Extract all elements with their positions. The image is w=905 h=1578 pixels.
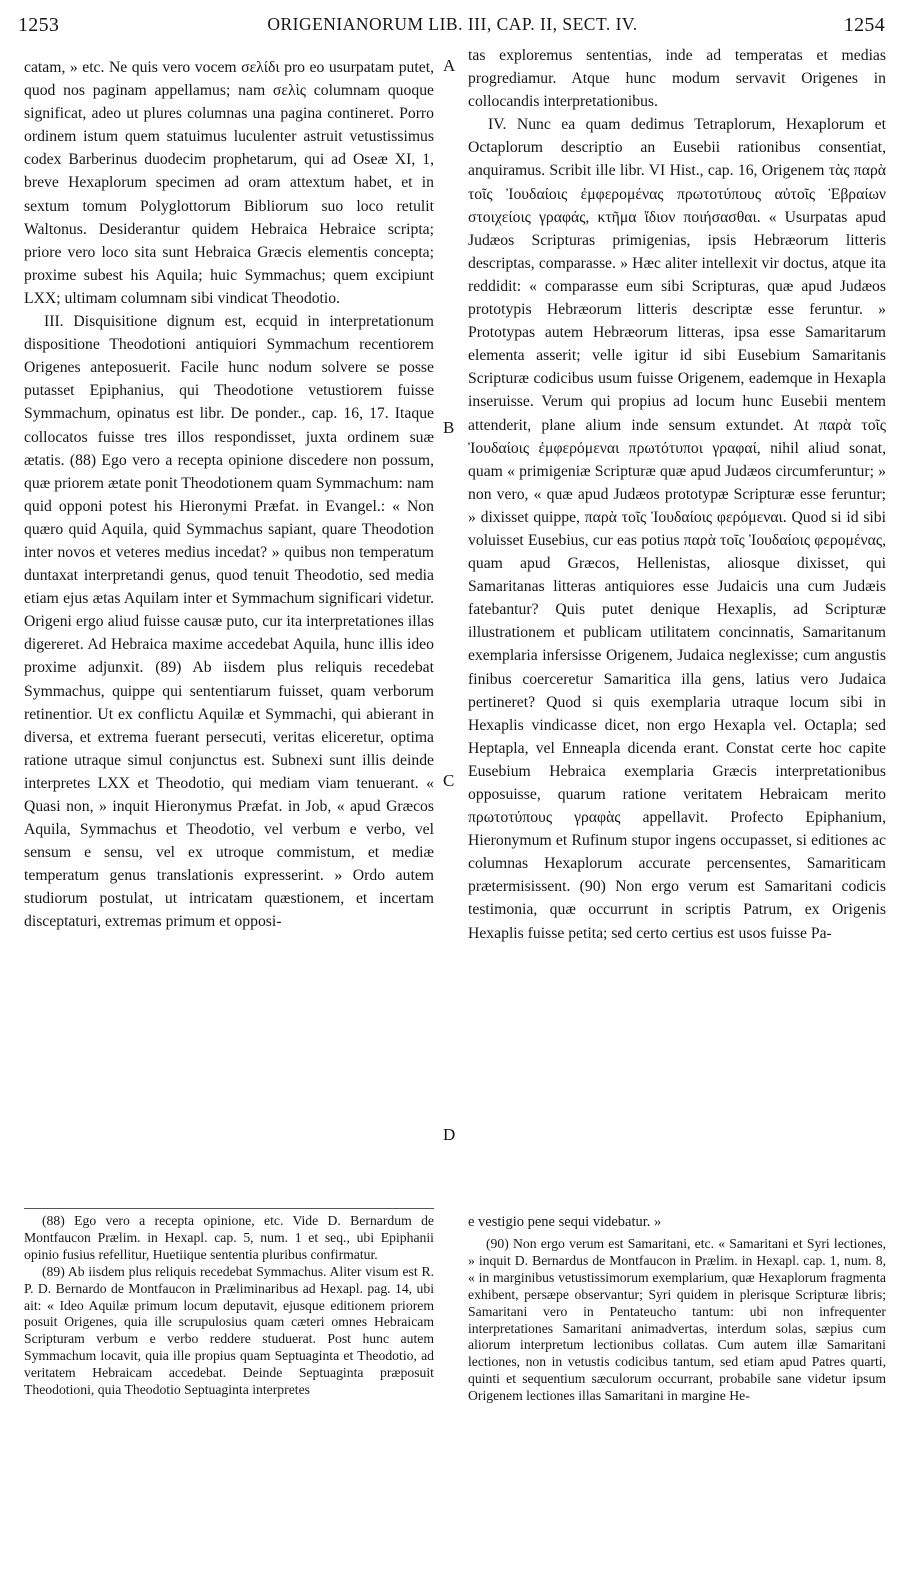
footnote-88: (88) Ego vero a recepta opinione, etc. Vide D. Bernardum de Montfaucon Prælim. in Hexapl. cap. 5, num. 1 et seq., ubi Epiphanii opinio fusius refellitur, Huetiique sententia pluribus confirmatur. — [24, 1213, 434, 1262]
left-paragraph-2: III. Disquisitione dignum est, ecquid in interpretationum dispositione Theodotioni antiquiori Symmachum recentiorem Origenes anteposuerit. Facile hunc nodum solvere se posse putasset Epiphanius, qui Theodotione vetustiorem fuisse Symmachum, opinatus est libr. De ponder., cap. 16, 17. Itaque collocatos fuisse tres illos respondisset, juxta ordinem suæ ætatis. (88) Ego vero a recepta opinione discedere non possum, quæ priorem ætate ponit Theodotionem quam Symmachum: nam quid opponi potest his Hieronymi Præfat. in Evangel.: « Non quæro quid Aquila, quid Symmachus sapiant, quare Theodotion inter novos et veteres medius incedat? » quibus non temperatum duntaxat interpretandi genus, quod tenuit Theodotio, sed media etiam ejus ætas Aquilam inter et Symmachum significari videtur. Origeni ergo aliud fuisse causæ puto, cur ita interpretationes illas digereret. Ad Hebraica maxime accedebat Aquila, hunc illis ideo proxime adjunxit. (89) Ab iisdem plus reliquis recedebat Symmachus, quippe qui sententiarum fuisset, quam verborum retinentior. Ut ex conflictu Aquilæ et Symmachi, qui abierant in diversa, et extrema fuerant persecuti, veritas eliceretur, optima ratione utraque simul conjunctus est. Subnexi sunt illis deinde interpretes LXX et Theodotio, qui mediam viam tenuerant. « Quasi non, » inquit Hieronymus Præfat. in Job, « apud Græcos Aquila, Symmachus et Theodotio, vel verbum e verbo, vel sensum e sensu, vel ex utroque commistum, et mediæ temperatum genus translationis expresserint. » Ordo autem studiorum postulat, ut intricatam quæstionem, et incertam disceptaturi, extremas primum et opposi- — [24, 313, 434, 931]
running-head-title: ORIGENIANORUM LIB. III, CAP. II, SECT. IV. — [267, 14, 638, 34]
footnote-divider — [24, 1208, 434, 1209]
right-text-column — [468, 44, 886, 945]
right-paragraph-2: IV. Nunc ea quam dedimus Tetraplorum, Hexaplorum et Octaplorum descriptio an Eusebii rationibus consentiat, anquiramus. Scribit ille libr. VI Hist., cap. 16, Origenem τὰς παρὰ τοῖς Ἰουδαίοις ἐμφερομένας πρωτοτύπους αὐτοῖς Ἑβραίων στοιχείοις γραφάς, κτῆμα ἴδιον ποιήσασθαι. « Usurpatas apud Judæos Scripturas primigenias, ipsis Hebræorum litteris descriptas, comparasse. » Hæc aliter intellexit vir doctus, atque ita reddidit: « comparasse eum sibi Scripturas, quæ apud Judæos prototypis Hebræorum litteris descriptæ esse feruntur. » Prototypas autem Hebræorum litteras, ipsa esse Samaritarum elementa asserit; velle igitur id sibi Eusebium Samaritanis Scripturæ codicibus usum fuisse Origenem, eademque in Hexapla inseruisse. Verum qui propius ad locum hunc Eusebii mentem attenderit, plane alium inde sensum extundet. At παρὰ τοῖς Ἰουδαίοις ἐμφερόμεναι πρωτότυποι γραφαί, nihil aliud sonat, quam « primigeniæ Scripturæ quæ apud Judæos circumferuntur; » non vero, « quæ apud Judæos prototypæ Scripturæ esse feruntur; » dixisset quippe, παρὰ τοῖς Ἰουδαίοις φερόμεναι. Quod si id sibi voluisset Eusebius, cur eas potius παρὰ τοῖς Ἰουδαίοις φερομένας, quam apud Græcos, Hellenistas, aliosque dixisset, qui Samaritanas litteras antiquiores esse Judaicis una cum Judæis fatebantur? Quis putet denique Hexaplis, ad Scripturæ illustrationem et publicam utilitatem concinnatis, Samaritanum exemplaria infersisse Origenem, Judaica neglexisse; cum angustis finibus coerceretur Samaritica illa gens, latius vero Judaica pertineret? Quod si quis exemplaria utraque locum sibi in Hexaplis vindicasse dicet, non ergo Hexapla vel. Octapla; sed Heptapla, vel Enneapla dicenda erant. Constat certe hoc capite Eusebium Hebraica exemplaria Græcis interpretationibus opposuisse, quarum ratione veritatem Hebraicam merito πρωτοτύπους γραφὰς appellavit. Profecto Epiphanium, Hieronymum et Rufinum stupor ingens occupasset, si editiones ac columnas Hexaplorum accurate percensentes, Samariticam prætermisissent. (90) Non ergo verum est Samaritani codicis testimonia, quæ occurrunt in scriptis Patrum, ex Origenis Hexaplis fuisse petita; sed certo certius est usos fuisse Pa- — [468, 116, 886, 942]
footnote-89: (89) Ab iisdem plus reliquis recedebat Symmachus. Aliter visum est R. P. D. Bernardo de Montfaucon in Præliminaribus ad Hexapl. pag. 14, ubi ait: « Ideo Aquilæ primum locum deputavit, ejusque editionem priorem posuit Origenes, quia ille scrupulosius quam cæteri omnes Hebraicam Scripturam verbum e verbo reddere studuerat. Post hunc autem Symmachum locavit, quia ille propius quam Septuaginta et Theodotio, ad veritatem Hebraicam accedebat. Deinde Septuaginta præposuit Theodotioni, quia Theodotio Septuaginta interpretes — [24, 1263, 434, 1398]
margin-letter-c: C — [443, 771, 455, 790]
right-paragraph-1: tas exploremus sententias, inde ad temperatas et medias progrediamur. Atque hunc modum servavit Origenes in collocandis interpretationibus. — [468, 47, 886, 111]
left-paragraph-1: catam, » etc. Ne quis vero vocem σελίδι pro eo usurpatam putet, quod nos paginam appellamus; nam σελὶς columnam quoque significat, adeo ut plures columnas una pagina contineret. Porro ordinem istum quem statuimus luculenter astruit vetustissimus codex Barberinus duodecim prophetarum, qui ad Oseæ XI, 1, breve Hexaplorum specimen ad oram attextum habet, et in sextum tomum Polyglottorum Bibliorum suo loco retulit Waltonus. Desiderantur quidem Hebraica Hebraice scripta; priore vero loco sita sunt Hebraica Græcis elementis concepta; proxime subest his Aquila; huic Symmachus; quem excipiunt LXX; ultimam columnam sibi vindicat Theodotio. — [24, 59, 434, 307]
left-text-column — [24, 56, 434, 934]
margin-letter-d: D — [443, 1125, 456, 1144]
left-footnotes — [24, 1213, 434, 1399]
right-footnotes — [468, 1236, 886, 1405]
right-page-number: 1254 — [843, 14, 885, 36]
footnote-continuation: e vestigio pene sequi videbatur. » — [468, 1214, 662, 1230]
footnote-90: (90) Non ergo verum est Samaritani, etc. « Samaritani et Syri lectiones, » inquit D. Bernardus de Montfaucon in Prælim. in Hexapl. cap. 1, num. 8, « in marginibus vetustissimorum exemplarium, quæ Hexaplorum fragmenta exhibent, persæpe observantur; Syri quidem in plerisque Scripturæ libris; Samaritani vero in Pentateucho tantum: ubi non infrequenter interpretationes Samaritani animadvertas, interdum solas, sæpius cum aliorum interpretum lectionibus collatas. Cum autem illæ Samaritani lectiones, non in vetustis codicibus tantum, sed etiam apud Patres quarti, quinti et sequentium sæculorum occurrant, probabile sane videtur ipsum Origenem lectiones illas Samaritani in margine He- — [468, 1236, 886, 1404]
margin-letter-a: A — [443, 56, 456, 75]
left-page-number: 1253 — [18, 14, 60, 36]
margin-letter-b: B — [443, 418, 455, 437]
